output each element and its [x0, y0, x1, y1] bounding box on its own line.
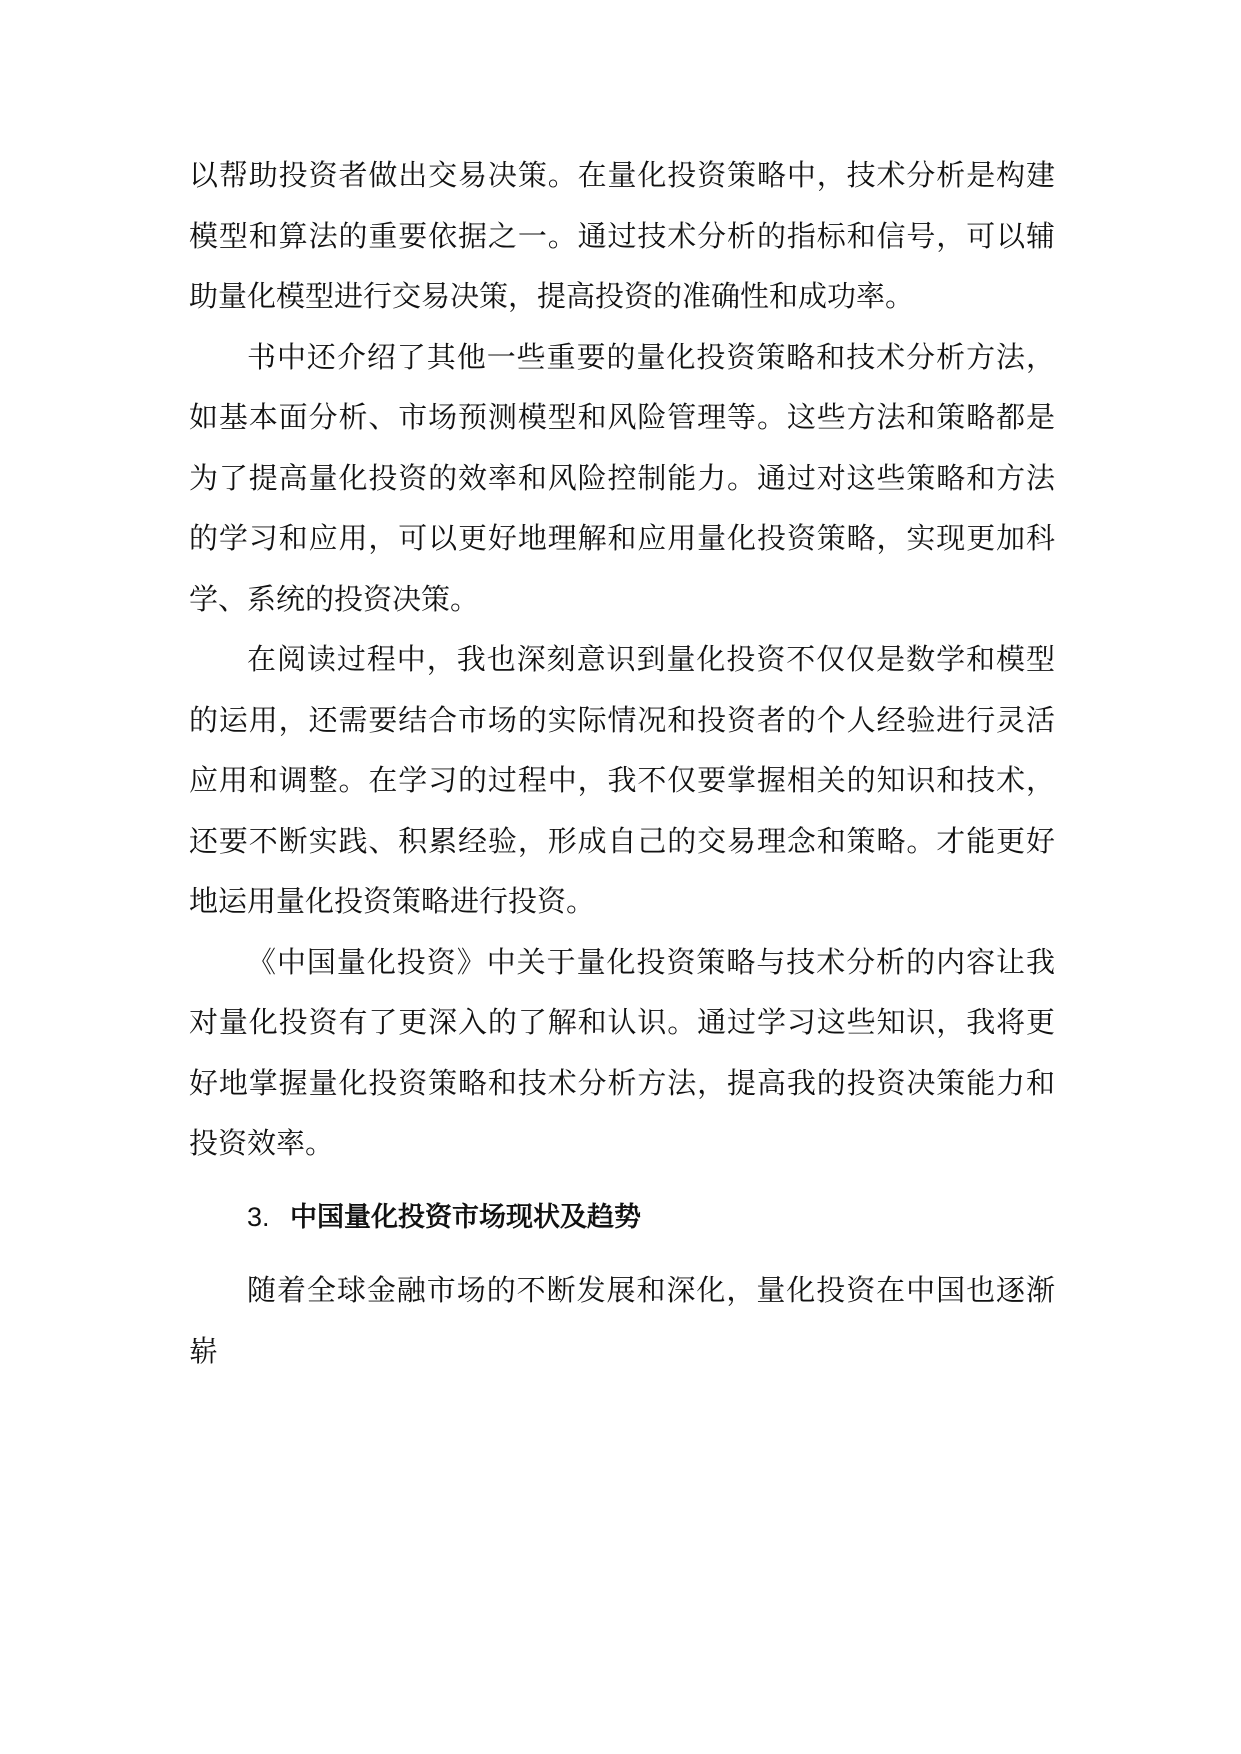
section-number: 3.	[247, 1201, 270, 1232]
paragraph-continuation: 以帮助投资者做出交易决策。在量化投资策略中，技术分析是构建模型和算法的重要依据之一。通过技术分析的指标和信号，可以辅助量化模型进行交易决策，提高投资的准确性和成功率。	[189, 158, 1055, 313]
paragraph-market-intro: 随着全球金融市场的不断发展和深化，量化投资在中国也逐渐崭	[189, 1273, 1055, 1368]
paragraph-book-summary: 《中国量化投资》中关于量化投资策略与技术分析的内容让我对量化投资有了更深入的了解和认识。通过学习这些知识，我将更好地掌握量化投资策略和技术分析方法，提高我的投资决策能力和投资效率。	[189, 944, 1055, 1160]
section-heading	[189, 1187, 1055, 1249]
paragraph-reading-reflection: 在阅读过程中，我也深刻意识到量化投资不仅仅是数学和模型的运用，还需要结合市场的实际情况和投资者的个人经验进行灵活应用和调整。在学习的过程中，我不仅要掌握相关的知识和技术，还要不断实践、积累经验，形成自己的交易理念和策略。才能更好地运用量化投资策略进行投资。	[189, 642, 1055, 918]
paragraph-other-strategies: 书中还介绍了其他一些重要的量化投资策略和技术分析方法，如基本面分析、市场预测模型和风险管理等。这些方法和策略都是为了提高量化投资的效率和风险控制能力。通过对这些策略和方法的学习和应用，可以更好地理解和应用量化投资策略，实现更加科学、系统的投资决策。	[189, 339, 1055, 616]
section-title: 中国量化投资市场现状及趋势	[290, 1201, 641, 1233]
document-body	[189, 145, 1055, 1381]
